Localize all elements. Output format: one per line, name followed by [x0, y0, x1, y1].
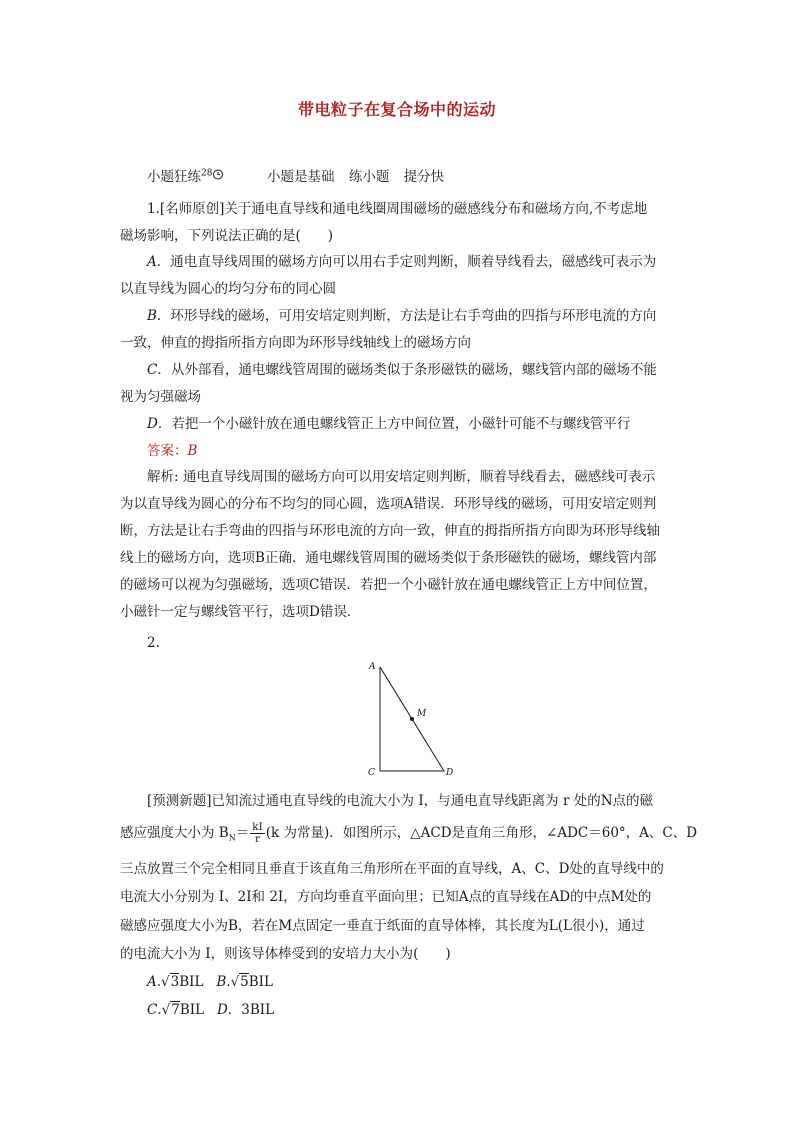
q1-option-a-cont: 以直导线为圆心的均匀分布的同心圆: [120, 281, 336, 297]
clock-icon: [212, 168, 224, 184]
radicand: 5: [240, 974, 249, 990]
q2-stem-line: [120, 821, 698, 847]
option-text: ．环形导线的磁场，可用安培定则判断，方法是让右手弯曲的四指与环形电流的方向: [156, 308, 657, 324]
sqrt: √7: [161, 1002, 180, 1018]
q1-analysis-line: 解析: 通电直导线周围的磁场方向可以用安培定则判断，顺着导线看去，磁感线可表示: [147, 469, 656, 485]
q2-options-row-2: C.√7BIL D．3BIL: [147, 1002, 275, 1018]
midpoint-m-dot: [410, 717, 414, 721]
q2-stem-line: [预测新题]已知流过通电直导线的电流大小为 I，与通电直导线距离为 r 处的N点的磁: [147, 793, 654, 809]
option-key: B: [147, 308, 157, 324]
stem-text: (k 为常量)．如图所示，△ACD是直角三角形，∠ADC＝60°，A、C、D: [265, 825, 698, 841]
q1-option-b-cont: 一致，伸直的拇指所指方向即为环形导线轴线上的磁场方向: [120, 335, 471, 351]
option-text: ．若把一个小磁针放在通电螺线管正上方中间位置，小磁针可能不与螺线管平行: [157, 416, 631, 432]
option-value: BIL: [248, 974, 273, 990]
q1-option-c-cont: 视为匀强磁场: [120, 389, 201, 405]
label-c: C: [368, 768, 375, 778]
q1-stem-line: 磁场影响，下列说法正确的是( ): [120, 228, 334, 244]
q2-stem-line: 三点放置三个完全相同且垂直于该直角三角形所在平面的直导线，A、C、D处的直导线中的: [120, 861, 664, 877]
fraction: [250, 822, 265, 845]
q1-analysis-line: 的磁场可以视为匀强磁场，选项C错误．若把一个小磁针放在通电螺线管正上方中间位置，: [120, 577, 657, 593]
triangle-diagram: [360, 655, 470, 780]
q1-analysis-line: 小磁针一定与螺线管平行，选项D错误．: [120, 604, 361, 620]
option-key: A: [147, 254, 157, 270]
section-banner: [147, 165, 444, 185]
fraction-denominator: r: [254, 833, 260, 845]
label-m: M: [417, 709, 427, 719]
q1-analysis-line: 断，方法是让右手弯曲的四指与环形电流的方向一致，伸直的拇指所指方向即为环形导线轴: [120, 523, 660, 539]
q1-stem-line: 1.[名师原创]关于通电直导线和通电线圈周围磁场的磁感线分布和磁场方向,不考虑地: [147, 201, 648, 217]
banner-item: 小题是基础: [267, 169, 335, 185]
stem-text: 感应强度大小为 B: [120, 825, 229, 841]
option-key: C: [147, 362, 158, 378]
q2-stem-line: 电流大小分别为 I、2I和 2I，方向均垂直平面向里；已知A点的直导线在AD的中点M处的: [120, 889, 652, 905]
banner-label: 小题狂练: [147, 169, 201, 185]
q1-option-b: [147, 308, 675, 324]
q1-option-a: [147, 254, 675, 270]
option-text: ．从外部看，通电螺线管周围的磁场类似于条形磁铁的磁场，螺线管内部的磁场不能: [157, 362, 657, 378]
fraction-numerator: kI: [252, 821, 263, 833]
q2-number: 2.: [147, 635, 160, 651]
option-key: A: [147, 974, 157, 990]
page-title: 带电粒子在复合场中的运动: [297, 100, 496, 119]
q1-analysis-line: 线上的磁场方向，选项B正确．通电螺线管周围的磁场类似于条形磁铁的磁场，螺线管内部: [120, 550, 657, 566]
label-a: A: [369, 662, 376, 672]
radicand: 3: [170, 974, 180, 990]
b-subscript: N: [228, 833, 236, 843]
option-key: B: [216, 974, 227, 990]
option-key: D: [147, 416, 158, 432]
option-value: 3BIL: [241, 1002, 275, 1018]
q1-option-d: [147, 416, 675, 432]
q1-answer: [147, 443, 675, 459]
banner-item: 练小题: [348, 169, 390, 185]
option-value: BIL: [179, 974, 204, 990]
q1-analysis-line: 为以直导线为圆心的分布不均匀的同心圆，选项A错误．环形导线的磁场，可用安培定则判: [120, 496, 657, 512]
answer-value: B: [187, 443, 198, 459]
banner-item: 提分快: [403, 169, 445, 185]
q2-stem-line: 磁感应强度大小为B，若在M点固定一垂直于纸面的直导体棒，其长度为L(L很小)，通过: [120, 918, 645, 934]
sqrt: √3: [161, 974, 180, 990]
option-text: ．通电直导线周围的磁场方向可以用右手定则判断，顺着导线看去，磁感线可表示为: [156, 254, 657, 270]
sqrt: √5: [230, 974, 249, 990]
q1-option-c: [147, 362, 675, 378]
equals-sign: ＝: [235, 825, 250, 841]
q2-options-row-1: A.√3BIL B.√5BIL: [147, 974, 273, 990]
radicand: 7: [171, 1002, 180, 1018]
banner-sup: 28: [201, 168, 213, 179]
answer-label: 答案：: [147, 443, 188, 459]
option-key: C: [147, 1002, 158, 1018]
label-d: D: [446, 768, 454, 778]
q2-stem-line: 的电流大小为 I，则该导体棒受到的安培力大小为( ): [120, 946, 451, 962]
option-value: BIL: [179, 1002, 205, 1018]
option-key: D: [216, 1002, 228, 1018]
